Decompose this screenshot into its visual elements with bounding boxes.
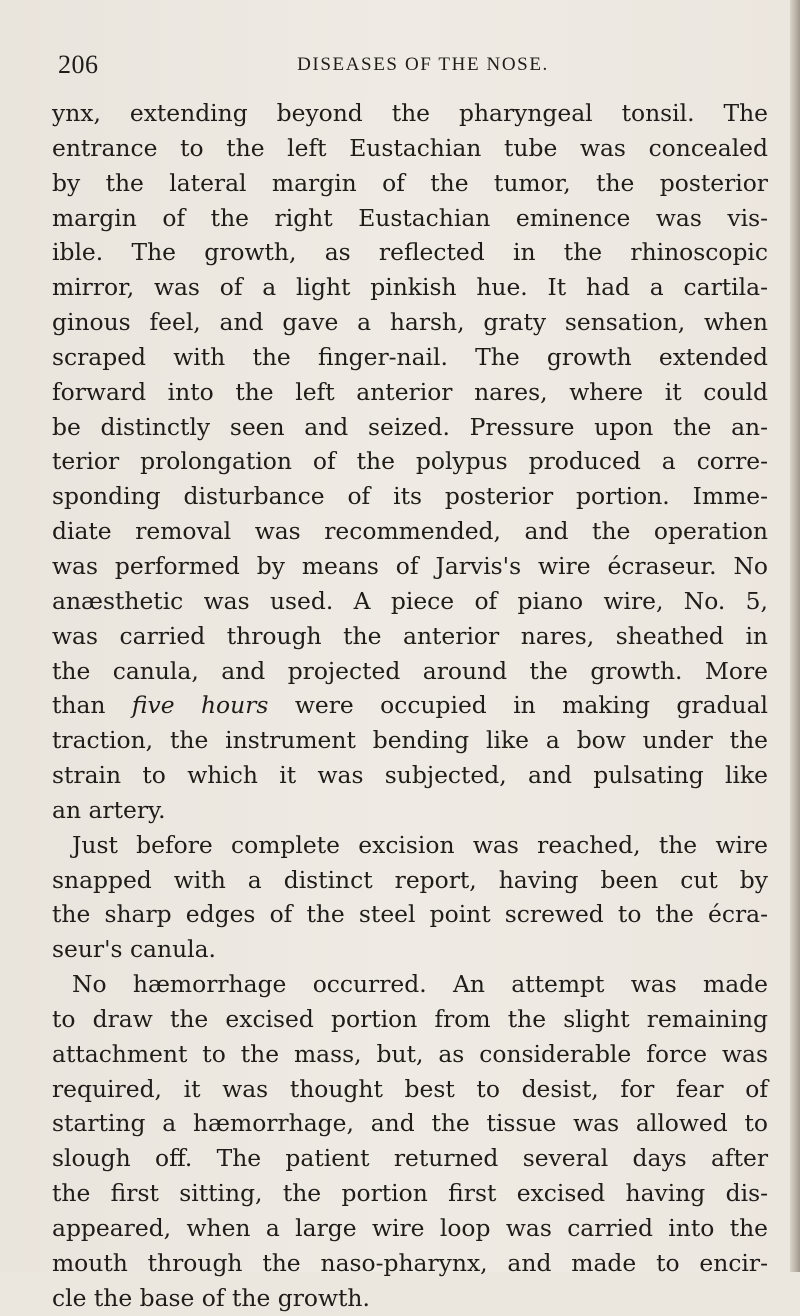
text-line: an artery.: [52, 795, 166, 824]
text-line: margin of the right Eustachian eminence was vis-: [52, 203, 768, 232]
text-line: sponding disturbance of its posterior portion. Imme-: [52, 482, 768, 511]
text-line: seur's canula.: [52, 935, 216, 964]
text-line: ynx, extending beyond the pharyngeal tonsil. The: [52, 99, 768, 127]
text-line: snapped with a distinct report, having been cut by: [52, 865, 768, 894]
text-line: cle the base of the growth.: [52, 1283, 370, 1312]
text-line: was carried through the anterior nares, sheathed in: [52, 621, 768, 650]
text-line: required, it was thought best to desist, for fear of: [52, 1074, 768, 1103]
text-line: the canula, and projected around the growth. More: [52, 656, 768, 685]
text-line: be distinctly seen and seized. Pressure upon the an-: [52, 412, 768, 441]
page-header: [58, 50, 748, 84]
body-text: [52, 96, 768, 1316]
text-line: the sharp edges of the steel point screwed to the écra-: [52, 900, 768, 929]
text-line: No hæmorrhage occurred. An attempt was made: [72, 970, 768, 999]
text-line: anæsthetic was used. A piece of piano wire, No. 5,: [52, 586, 768, 615]
text-line: Just before complete excision was reached, the wire: [72, 830, 768, 859]
text-line: traction, the instrument bending like a bow under the: [52, 726, 768, 755]
text-line: appeared, when a large wire loop was carried into the: [52, 1214, 768, 1242]
text-line: mouth through the naso-pharynx, and made to encir-: [52, 1248, 768, 1277]
text-line: was performed by means of Jarvis's wire écraseur. No: [52, 551, 768, 580]
text-line: ible. The growth, as reflected in the rhinoscopic: [52, 238, 768, 267]
text-line: to draw the excised portion from the slight remaining: [52, 1004, 768, 1033]
text-line: the first sitting, the portion first excised having dis-: [52, 1179, 768, 1208]
text-line: forward into the left anterior nares, where it could: [52, 377, 768, 406]
text-line: mirror, was of a light pinkish hue. It had a cartila-: [52, 273, 768, 302]
text-line: diate removal was recommended, and the operation: [52, 517, 768, 546]
text-line: by the lateral margin of the tumor, the posterior: [52, 168, 768, 197]
text-line: slough off. The patient returned several days after: [52, 1144, 768, 1173]
text-line: than five hours were occupied in making gradual: [52, 691, 768, 720]
text-line: attachment to the mass, but, as considerable force was: [52, 1039, 768, 1068]
text-line: terior prolongation of the polypus produced a corre-: [52, 447, 768, 476]
emphasis: five hours: [131, 691, 269, 720]
text-line: strain to which it was subjected, and pulsating like: [52, 761, 768, 790]
text-line: ginous feel, and gave a harsh, graty sensation, when: [52, 308, 768, 337]
text-line: starting a hæmorrhage, and the tissue was allowed to: [52, 1109, 768, 1138]
page-edge: [790, 0, 800, 1272]
text-line: entrance to the left Eustachian tube was concealed: [52, 133, 768, 162]
text-line: scraped with the finger-nail. The growth extended: [52, 342, 768, 371]
page-number: 206: [58, 50, 99, 79]
running-head: DISEASES OF THE NOSE.: [297, 54, 549, 75]
